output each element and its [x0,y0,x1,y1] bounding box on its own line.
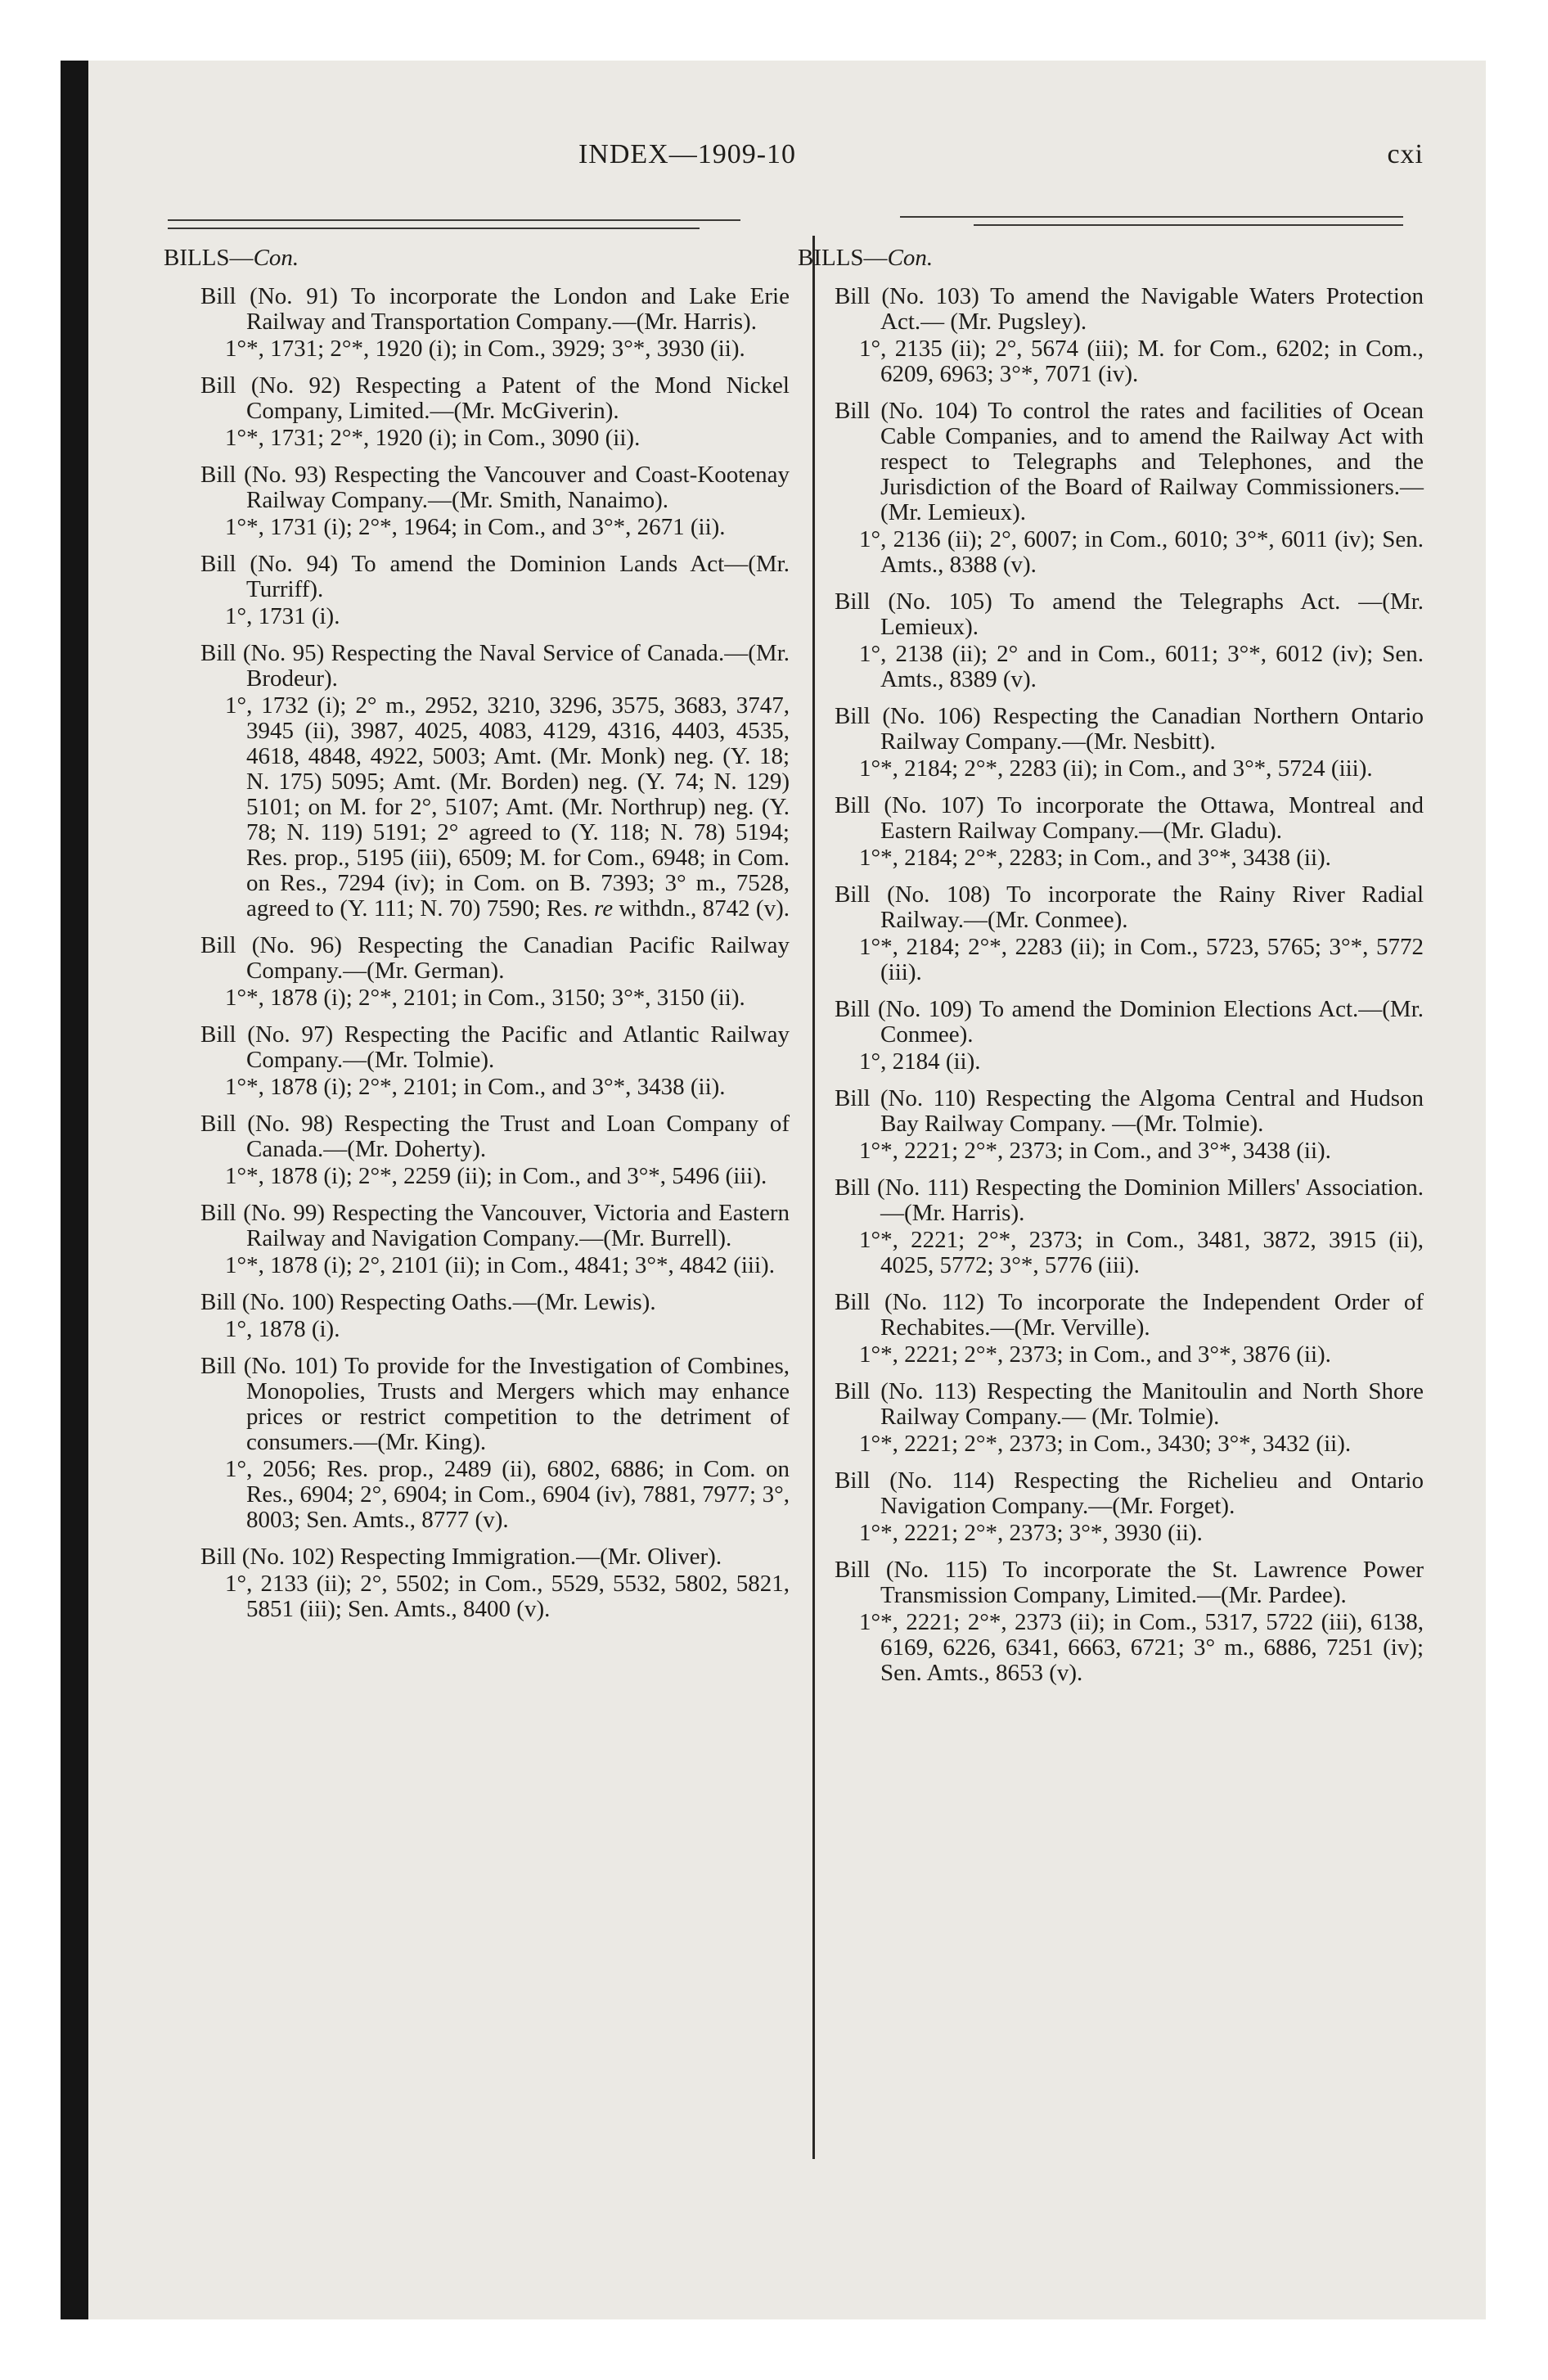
bill-references [835,1431,1424,1457]
bill-title: Bill (No. 92) Respecting a Patent of the Mond Nickel Company, Limited.—(Mr. McGiverin). [200,372,790,424]
bill-title: Bill (No. 95) Respecting the Naval Service of Canada.—(Mr. Brodeur). [200,640,790,692]
column-heading-continued: Con. [253,245,299,271]
bill-references [835,642,1424,692]
bill-references [835,336,1424,387]
header-rule [168,228,700,229]
bill-references [835,845,1424,871]
references-text: 1°, 2184 (ii). [859,1048,981,1075]
page-number: cxi [1387,139,1424,169]
references-text: 1°*, 1731; 2°*, 1920 (i); in Com., 3090 (ii). [225,425,641,451]
references-text: 1°*, 2184; 2°*, 2283 (ii); in Com., and 3°*, 5724 (iii). [859,755,1373,782]
bill-references [200,1571,790,1622]
index-entry [200,933,790,1011]
right-column [798,245,1424,1697]
bill-references [835,935,1424,985]
bill-title: Bill (No. 106) Respecting the Canadian Northern Ontario Railway Company.—(Mr. Nesbitt). [835,703,1424,755]
left-column [164,245,790,1634]
bill-title: Bill (No. 101) To provide for the Investigation of Combines, Monopolies, Trusts and Mergers which may enhance prices or restrict competition to the detriment of consumers.—(Mr. King). [200,1353,790,1455]
bill-references [835,1610,1424,1686]
bill-references [200,1164,790,1189]
index-entry [835,793,1424,871]
references-text: 1°*, 1878 (i); 2°, 2101 (ii); in Com., 4841; 3°*, 4842 (iii). [225,1252,775,1278]
references-text: 1°*, 1731; 2°*, 1920 (i); in Com., 3929; 3°*, 3930 (ii). [225,336,745,362]
index-entry [835,1468,1424,1546]
bill-title: Bill (No. 107) To incorporate the Ottawa, Montreal and Eastern Railway Company.—(Mr. Gladu). [835,792,1424,844]
page-header [164,139,1424,188]
index-entry [835,1175,1424,1278]
references-text: 1°*, 1878 (i); 2°*, 2101; in Com., 3150; 3°*, 3150 (ii). [225,985,745,1011]
index-entry [200,373,790,451]
bill-title: Bill (No. 103) To amend the Navigable Waters Protection Act.— (Mr. Pugsley). [835,283,1424,335]
running-title: INDEX—1909-10 [578,139,797,169]
index-entry [835,1086,1424,1164]
bill-references [200,336,790,362]
bill-references [835,1342,1424,1368]
index-entry [200,284,790,362]
index-entry [835,1290,1424,1368]
column-heading-text: BILLS— [164,245,254,271]
index-entry [835,1379,1424,1457]
bill-title: Bill (No. 111) Respecting the Dominion Millers' Association.—(Mr. Harris). [835,1174,1424,1226]
bill-references [200,985,790,1011]
index-entry [835,1557,1424,1686]
index-entry [200,1201,790,1278]
header-rule [900,216,1403,218]
references-text: 1°, 2133 (ii); 2°, 5502; in Com., 5529, 5532, 5802, 5821, 5851 (iii); Sen. Amts., 8400 (v). [225,1571,790,1622]
index-entry [200,1354,790,1533]
bill-title: Bill (No. 93) Respecting the Vancouver and Coast-Kootenay Railway Company.—(Mr. Smith, Nanaimo). [200,462,790,513]
bill-title: Bill (No. 114) Respecting the Richelieu and Ontario Navigation Company.—(Mr. Forget). [835,1467,1424,1519]
references-text: 1°*, 2221; 2°*, 2373; in Com., and 3°*, 3438 (ii). [859,1138,1331,1164]
index-entry [200,641,790,922]
references-text: 1°, 2135 (ii); 2°, 5674 (iii); M. for Com., 6202; in Com., 6209, 6963; 3°*, 7071 (iv). [859,336,1424,387]
column-heading [798,246,1424,271]
bill-references [200,1253,790,1278]
bill-title: Bill (No. 109) To amend the Dominion Elections Act.—(Mr. Conmee). [835,996,1424,1048]
references-text-end: withdn., 8742 (v). [619,895,790,922]
header-rule [168,219,740,221]
bill-references [835,1049,1424,1075]
bill-references [200,604,790,629]
bill-references [835,1228,1424,1278]
references-text: 1°*, 2184; 2°*, 2283 (ii); in Com., 5723, 5765; 3°*, 5772 (iii). [859,934,1424,985]
bill-title: Bill (No. 112) To incorporate the Independent Order of Rechabites.—(Mr. Verville). [835,1289,1424,1341]
index-entry [200,1544,790,1622]
bill-title: Bill (No. 98) Respecting the Trust and Loan Company of Canada.—(Mr. Doherty). [200,1111,790,1162]
references-text: 1°, 1732 (i); 2° m., 2952, 3210, 3296, 3575, 3683, 3747, 3945 (ii), 3987, 4025, 4083, 4129, 4316, 4403, 4535, 4618, 4848, 4922, 5003; Amt. (Mr. Monk) neg. (Y. 18; N. 175) 5095; Amt. (Mr. Borden) neg. (Y. 74; N. 129) 5101; on M. for 2°, 5107; Amt. (Mr. Northrup) neg. (Y. 78; N. 119) 5191; 2° agreed to (Y. 118; N. 78) 5194; Res. prop., 5195 (iii), 6509; M. for Com., 6948; in Com. on Res., 7294 (iv); in Com. on B. 7393; 3° m., 7528, agreed to (Y. 111; N. 70) 7590; Res. [225,692,790,922]
column-heading-text: BILLS— [798,245,888,271]
references-text: 1°, 1878 (i). [225,1316,340,1342]
bill-title: Bill (No. 102) Respecting Immigration.—(Mr. Oliver). [200,1544,722,1570]
index-entry [200,462,790,540]
references-text: 1°*, 1878 (i); 2°*, 2259 (ii); in Com., and 3°*, 5496 (iii). [225,1163,767,1189]
index-entry [200,1290,790,1342]
references-text: 1°*, 1878 (i); 2°*, 2101; in Com., and 3°*, 3438 (ii). [225,1074,726,1100]
references-text: 1°*, 2221; 2°*, 2373; in Com., 3481, 3872, 3915 (ii), 4025, 5772; 3°*, 5776 (iii). [859,1227,1424,1278]
bill-references [200,426,790,451]
bill-title: Bill (No. 91) To incorporate the London and Lake Erie Railway and Transportation Company.—(Mr. Harris). [200,283,790,335]
index-entry [835,589,1424,692]
column-divider [812,236,815,2159]
bill-references [200,1457,790,1533]
references-text: 1°*, 2221; 2°*, 2373; in Com., and 3°*, 3876 (ii). [859,1341,1331,1368]
bill-references [200,1317,790,1342]
references-text: 1°, 2056; Res. prop., 2489 (ii), 6802, 6886; in Com. on Res., 6904; 2°, 6904; in Com., 6904 (iv), 7881, 7977; 3°, 8003; Sen. Amts., 8777 (v). [225,1456,790,1533]
index-entry [835,704,1424,782]
bill-references [835,756,1424,782]
column-heading-continued: Con. [887,245,934,271]
bill-title: Bill (No. 99) Respecting the Vancouver, Victoria and Eastern Railway and Navigation Company.—(Mr. Burrell). [200,1200,790,1251]
index-entry [200,552,790,629]
references-text: 1°, 2138 (ii); 2° and in Com., 6011; 3°*, 6012 (iv); Sen. Amts., 8389 (v). [859,641,1424,692]
column-heading [164,246,790,271]
references-text: 1°*, 2221; 2°*, 2373; 3°*, 3930 (ii). [859,1520,1203,1546]
bill-title: Bill (No. 115) To incorporate the St. Lawrence Power Transmission Company, Limited.—(Mr. Pardee). [835,1557,1424,1608]
index-entry [835,284,1424,387]
references-text: 1°, 2136 (ii); 2°, 6007; in Com., 6010; 3°*, 6011 (iv); Sen. Amts., 8388 (v). [859,526,1424,578]
binding-edge [61,61,88,2319]
index-entry [835,399,1424,578]
bill-title: Bill (No. 100) Respecting Oaths.—(Mr. Lewis). [200,1289,656,1315]
index-entry [835,882,1424,985]
bill-references [200,515,790,540]
references-text: 1°*, 2221; 2°*, 2373; in Com., 3430; 3°*, 3432 (ii). [859,1431,1352,1457]
references-text: 1°*, 2184; 2°*, 2283; in Com., and 3°*, 3438 (ii). [859,845,1331,871]
bill-title: Bill (No. 105) To amend the Telegraphs Act. —(Mr. Lemieux). [835,588,1424,640]
bill-references [200,1075,790,1100]
index-entry [200,1111,790,1189]
header-rule [974,224,1403,226]
bill-references [835,1138,1424,1164]
references-text: 1°*, 2221; 2°*, 2373 (ii); in Com., 5317, 5722 (iii), 6138, 6169, 6226, 6341, 6663, 6721; 3° m., 6886, 7251 (iv); Sen. Amts., 8653 (v). [859,1609,1424,1686]
bill-references [835,1521,1424,1546]
bill-title: Bill (No. 94) To amend the Dominion Lands Act—(Mr. Turriff). [200,551,790,602]
bill-title: Bill (No. 104) To control the rates and facilities of Ocean Cable Companies, and to amend the Railway Act with respect to Telegraphs and Telephones, and the Jurisdiction of the Board of Railway Commissioners.—(Mr. Lemieux). [835,398,1424,525]
references-text: 1°*, 1731 (i); 2°*, 1964; in Com., and 3°*, 2671 (ii). [225,514,726,540]
bill-title: Bill (No. 110) Respecting the Algoma Central and Hudson Bay Railway Company. —(Mr. Tolmie). [835,1085,1424,1137]
index-entry [835,997,1424,1075]
bill-title: Bill (No. 108) To incorporate the Rainy River Radial Railway.—(Mr. Conmee). [835,881,1424,933]
references-text: 1°, 1731 (i). [225,603,340,629]
bill-title: Bill (No. 113) Respecting the Manitoulin and North Shore Railway Company.— (Mr. Tolmie). [835,1378,1424,1430]
bill-title: Bill (No. 96) Respecting the Canadian Pacific Railway Company.—(Mr. German). [200,932,790,984]
bill-references [835,527,1424,578]
references-italic: re [594,895,614,922]
bill-title: Bill (No. 97) Respecting the Pacific and Atlantic Railway Company.—(Mr. Tolmie). [200,1021,790,1073]
index-entry [200,1022,790,1100]
bill-references [200,693,790,922]
